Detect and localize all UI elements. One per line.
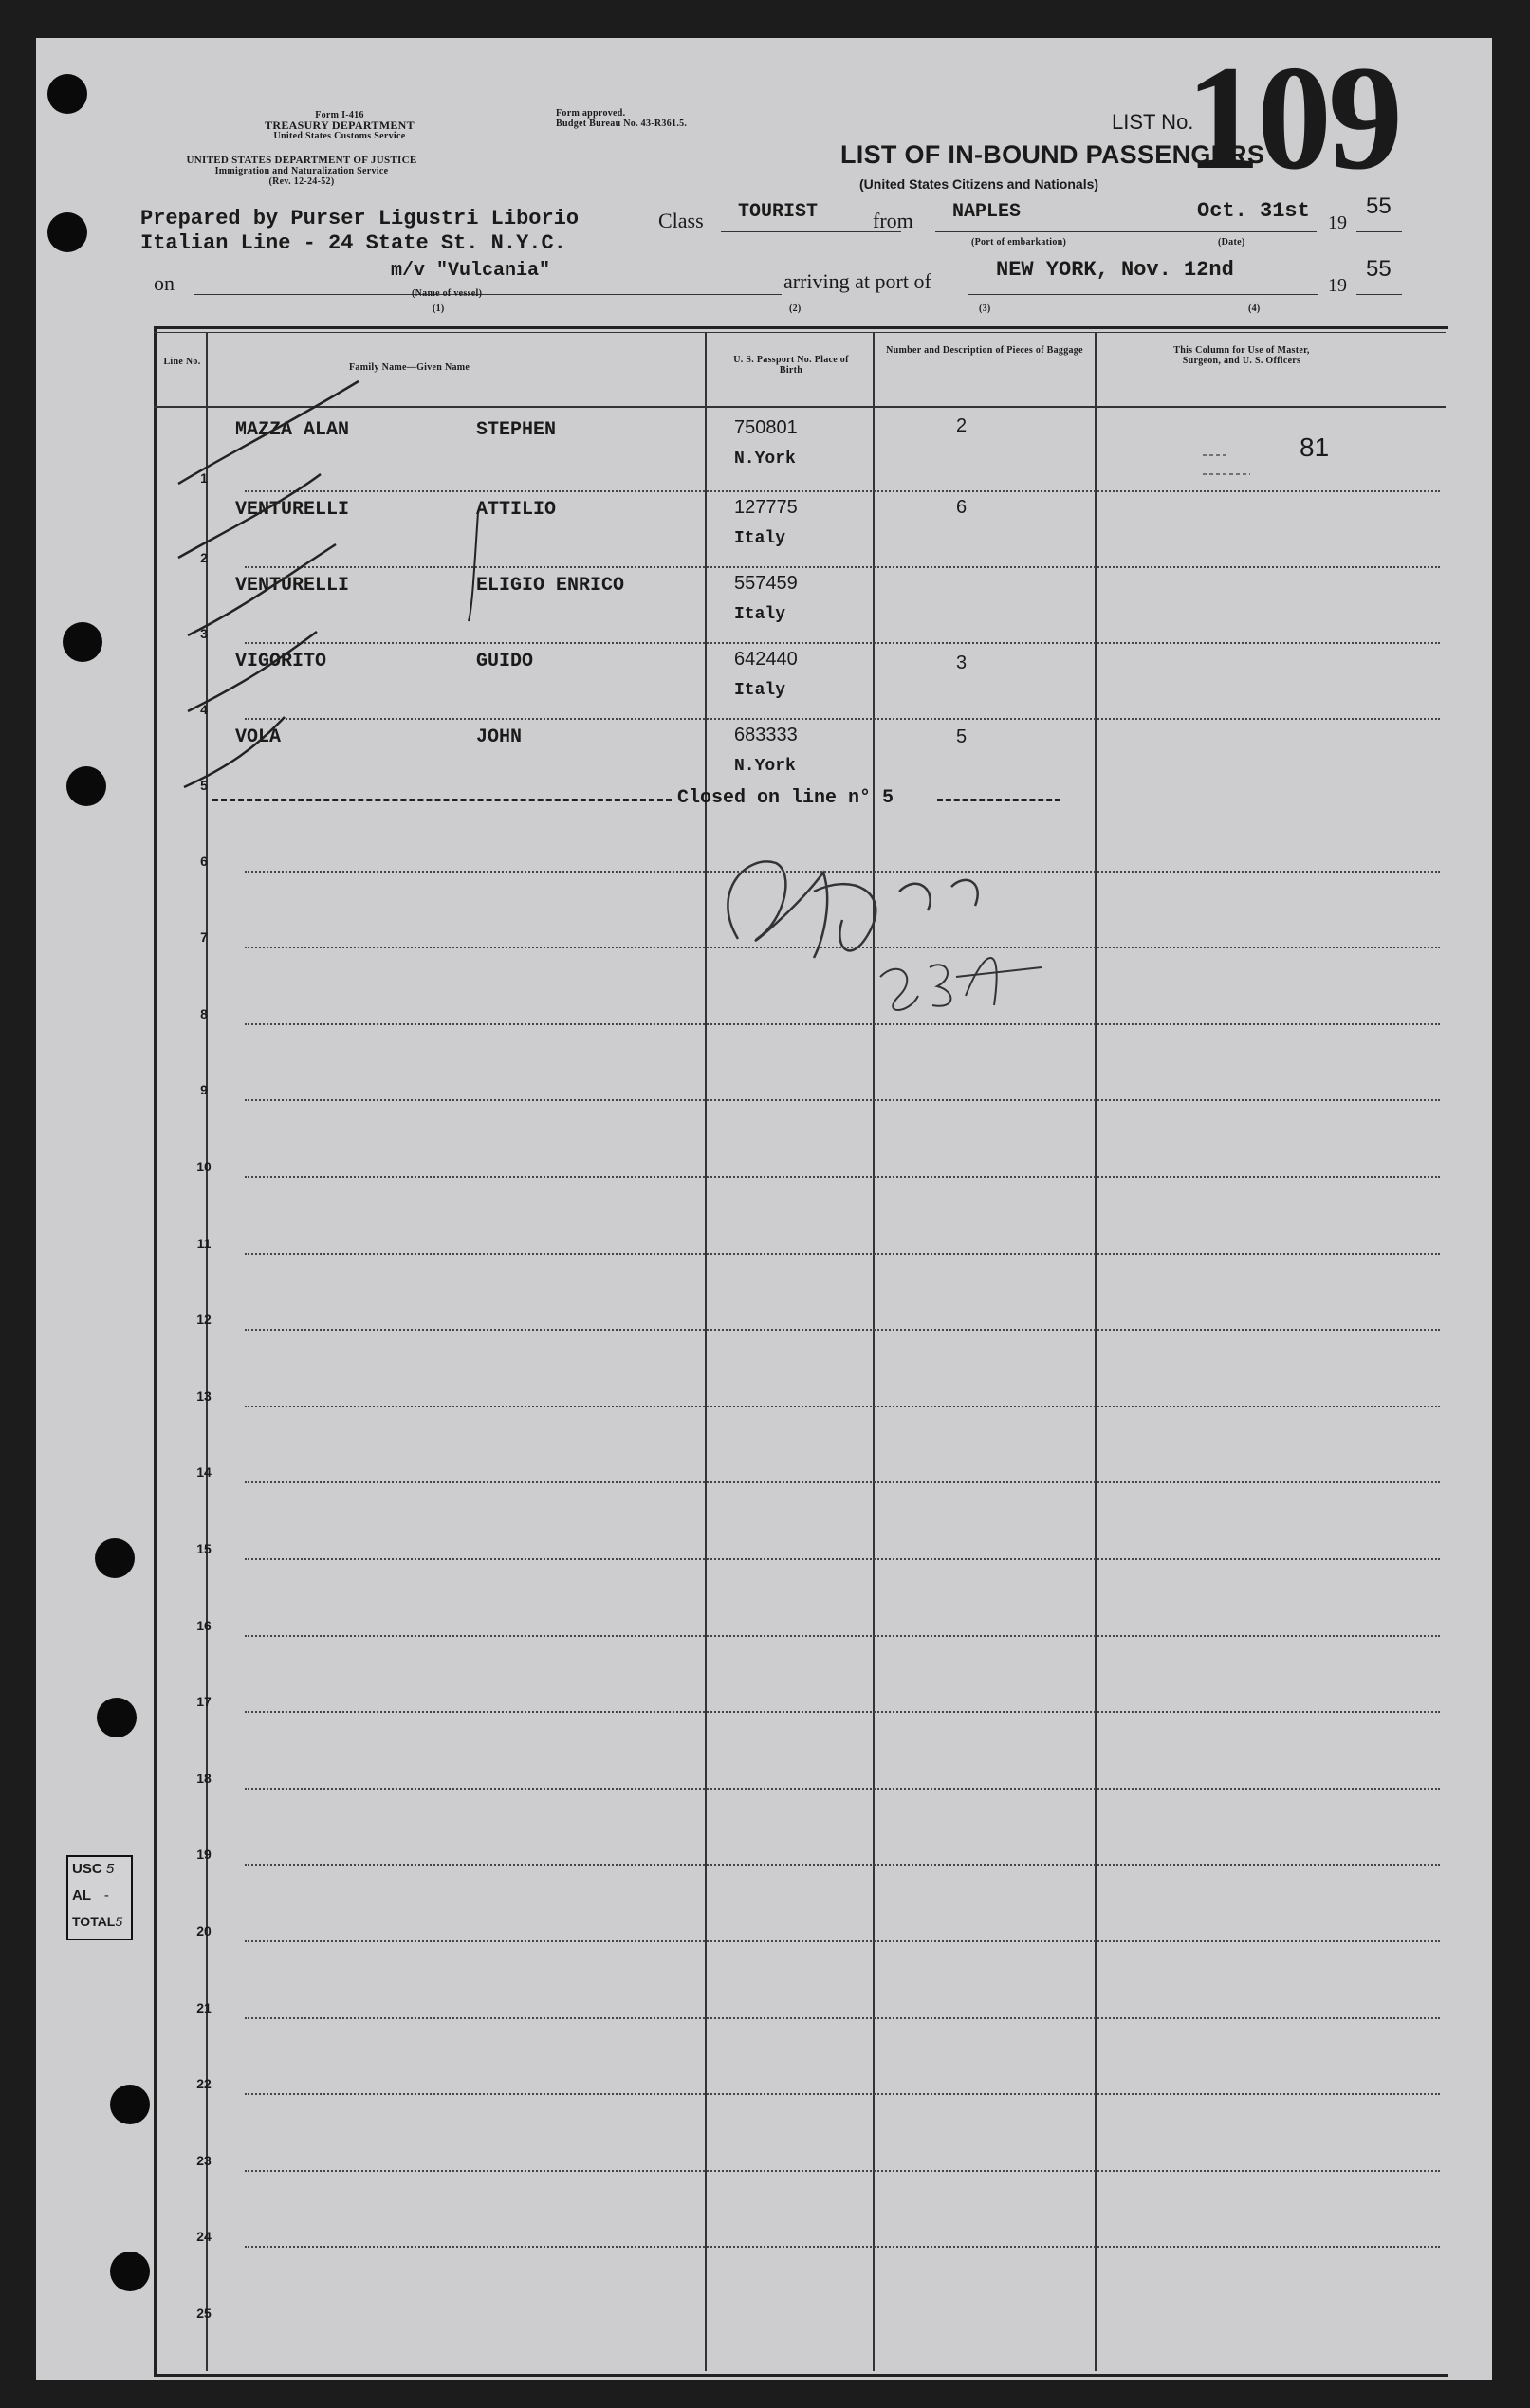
passport-number: 557459	[734, 573, 798, 594]
col-header-passport: U. S. Passport No. Place of Birth	[733, 355, 849, 376]
line-number: 20	[196, 1923, 212, 1939]
prepared-address: Italian Line - 24 State St. N.Y.C.	[140, 231, 566, 255]
form-approved-label: Form approved.	[556, 108, 626, 119]
list-no-label: LIST No.	[1112, 110, 1194, 134]
form-revision: (Rev. 12-24-52)	[268, 176, 335, 187]
al-count: -	[103, 1887, 109, 1903]
vessel-caption: (Name of vessel)	[412, 288, 483, 299]
class-label: Class	[658, 209, 704, 232]
form-number: Form I-416	[315, 110, 364, 120]
baggage-count: 3	[956, 653, 968, 673]
col-header-baggage: Number and Description of Pieces of Baggage	[886, 345, 1083, 356]
vessel-name: m/v "Vulcania"	[391, 260, 551, 282]
manifest-page	[36, 35, 1492, 2380]
al-label: AL	[72, 1887, 91, 1903]
given-name: GUIDO	[476, 651, 534, 672]
line-number: 13	[196, 1388, 212, 1404]
passport-number: 127775	[734, 497, 798, 518]
column-number: (3)	[979, 303, 991, 314]
line-number: 4	[200, 702, 208, 717]
passport-number: 683333	[734, 725, 798, 745]
inspector-signature	[681, 835, 1079, 1024]
line-number: 7	[200, 929, 208, 946]
place-of-birth: Italy	[734, 681, 786, 700]
family-name: VENTURELLI	[235, 499, 350, 521]
line-number: 11	[196, 1235, 212, 1251]
line-number: 12	[196, 1312, 212, 1328]
column-number: (2)	[789, 303, 802, 314]
handwritten-checkmarks	[36, 35, 1492, 2380]
date-caption: (Date)	[1218, 237, 1245, 248]
department-name: TREASURY DEPARTMENT	[265, 119, 415, 132]
officer-marks	[1165, 417, 1279, 493]
arrival-port-date: NEW YORK, Nov. 12nd	[996, 258, 1234, 282]
departure-year: 55	[1366, 193, 1392, 219]
passport-number: 642440	[734, 649, 798, 670]
place-of-birth: N.York	[734, 757, 796, 776]
line-number: 19	[196, 1847, 212, 1863]
given-name: JOHN	[476, 726, 523, 748]
column-number: (1)	[433, 303, 445, 314]
checkmark	[178, 474, 321, 558]
list-number: 109	[1186, 35, 1399, 201]
col-header-name: Family Name—Given Name	[349, 362, 470, 373]
baggage-count: 6	[956, 497, 968, 518]
line-number: 24	[196, 2229, 212, 2245]
column-number: (4)	[1248, 303, 1261, 314]
family-name: VOLA	[235, 726, 282, 748]
line-number: 23	[196, 2152, 212, 2168]
place-of-birth: N.York	[734, 450, 796, 469]
checkmark	[188, 544, 336, 635]
given-name: ELIGIO ENRICO	[476, 575, 625, 597]
baggage-count: 5	[956, 726, 968, 747]
line-number: 9	[200, 1082, 208, 1098]
class-value: TOURIST	[738, 201, 819, 223]
line-number: 17	[196, 1694, 212, 1710]
page-title: LIST OF IN-BOUND PASSENGERS	[840, 140, 1265, 169]
service-name: United States Customs Service	[273, 131, 406, 141]
checkmark	[184, 717, 285, 787]
port-embark-caption: (Port of embarkation)	[971, 237, 1067, 248]
budget-bureau-number: Budget Bureau No. 43-R361.5.	[556, 119, 688, 129]
on-label: on	[154, 271, 175, 295]
given-name: STEPHEN	[476, 419, 557, 441]
checkmark	[469, 512, 478, 621]
page-subtitle: (United States Citizens and Nationals)	[859, 176, 1099, 192]
line-number: 6	[200, 853, 208, 869]
baggage-count: 2	[956, 415, 968, 436]
year-prefix: 19	[1328, 212, 1347, 233]
col-header-line-no: Line No.	[163, 357, 201, 367]
place-of-birth: Italy	[734, 605, 786, 624]
year-prefix: 19	[1328, 275, 1347, 296]
ins-name: Immigration and Naturalization Service	[214, 166, 389, 176]
place-of-birth: Italy	[734, 529, 786, 548]
line-number: 21	[196, 1999, 212, 2015]
line-number: 5	[200, 778, 208, 793]
from-value: NAPLES	[952, 201, 1022, 223]
line-number: 3	[200, 626, 208, 641]
departure-date: Oct. 31st	[1197, 199, 1310, 223]
line-number: 15	[196, 1541, 212, 1556]
family-name: MAZZA ALAN	[235, 419, 350, 441]
officer-note: 81	[1300, 432, 1330, 462]
family-name: VIGORITO	[235, 651, 327, 672]
doj-name: UNITED STATES DEPARTMENT OF JUSTICE	[186, 155, 417, 166]
family-name: VENTURELLI	[235, 575, 350, 597]
arrival-year: 55	[1366, 256, 1392, 282]
line-number: 10	[196, 1159, 212, 1174]
total-count: 5	[115, 1914, 123, 1929]
given-name: ATTILIO	[476, 499, 557, 521]
usc-count: 5	[105, 1861, 115, 1877]
line-number: 16	[196, 1617, 212, 1633]
line-number: 8	[200, 1005, 208, 1021]
line-number: 22	[196, 2076, 212, 2092]
usc-label: USC	[72, 1861, 102, 1877]
line-number: 25	[196, 2306, 212, 2321]
prepared-by: Prepared by Purser Ligustri Liborio	[140, 207, 580, 230]
line-number: 2	[200, 550, 208, 565]
total-label: TOTAL	[72, 1914, 116, 1929]
line-number: 18	[196, 1770, 212, 1786]
line-number: 14	[196, 1464, 212, 1480]
checkmark	[178, 381, 359, 484]
col-header-officers: This Column for Use of Master, Surgeon, and U. S. Officers	[1173, 345, 1310, 366]
passport-number: 750801	[734, 417, 798, 438]
from-label: from	[873, 209, 913, 232]
checkmark	[188, 632, 317, 711]
line-number: 1	[200, 470, 208, 486]
arriving-label: arriving at port of	[783, 269, 931, 293]
closed-note: Closed on line n° 5	[677, 787, 894, 809]
